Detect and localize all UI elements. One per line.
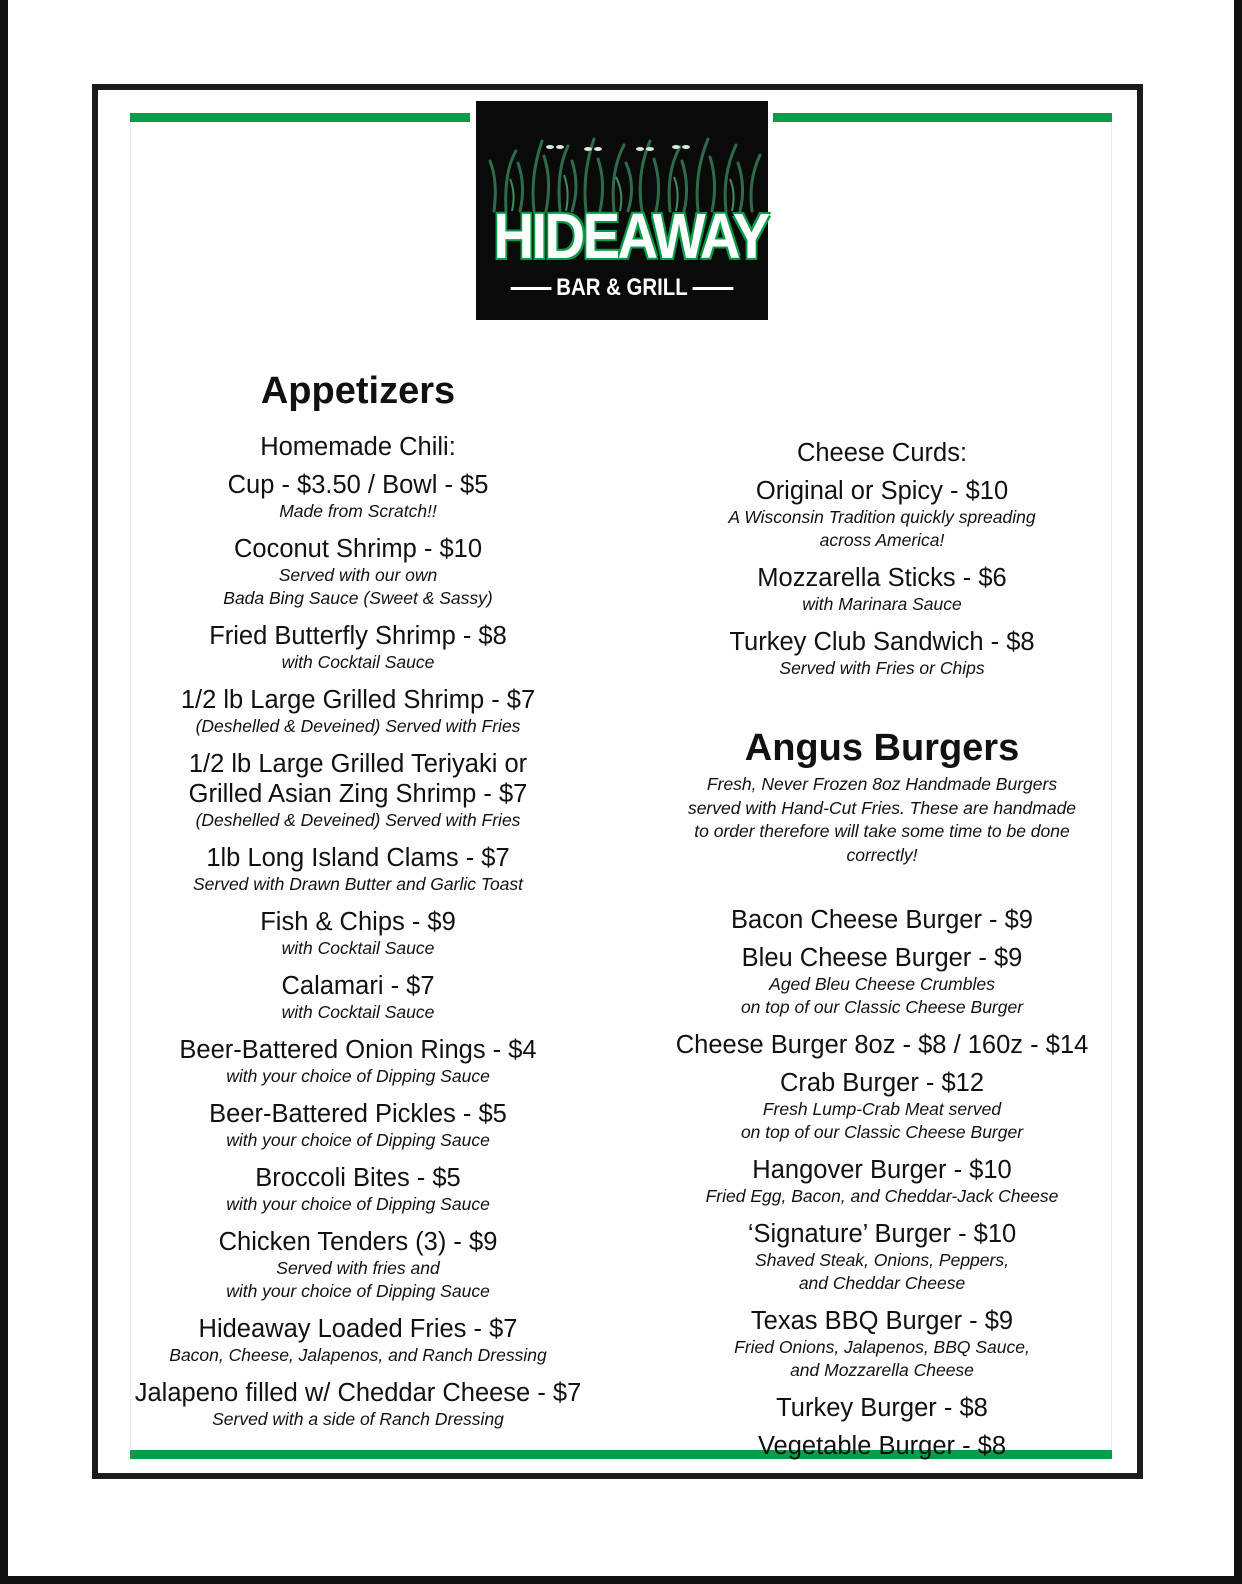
menu-item-name: Beer-Battered Pickles - $5 [209, 1100, 507, 1128]
menu-item [120, 685, 596, 738]
menu-item-name: Calamari - $7 [281, 972, 435, 1000]
appetizers-heading: Appetizers [260, 370, 456, 412]
menu-item-description: A Wisconsin Tradition quickly spreading across America! [728, 507, 1036, 550]
appetizers-column [120, 368, 596, 1442]
menu-item-name: 1/2 lb Large Grilled Teriyaki or Grilled Asian Zing Shrimp - $7 [188, 750, 528, 808]
menu-item [640, 1306, 1124, 1382]
menu-item [640, 1431, 1124, 1461]
menu-item [640, 627, 1124, 680]
menu-item-name: Turkey Club Sandwich - $8 [729, 628, 1035, 656]
menu-item [120, 1378, 596, 1431]
menu-item [640, 1393, 1124, 1423]
right-column [640, 438, 1124, 1469]
menu-item-name: Coconut Shrimp - $10 [233, 535, 483, 563]
burgers-heading: Angus Burgers [744, 727, 1020, 769]
menu-item-description: Fresh Lump-Crab Meat served on top of our Classic Cheese Burger [740, 1099, 1024, 1142]
menu-item-name: Homemade Chili: [260, 433, 456, 461]
menu-item-description: Served with Fries or Chips [779, 658, 985, 678]
menu-item [120, 1314, 596, 1367]
appetizers-list [120, 432, 596, 1431]
menu-item-name: Original or Spicy - $10 [755, 477, 1009, 505]
menu-item-name: Chicken Tenders (3) - $9 [218, 1228, 498, 1256]
menu-item [640, 1030, 1124, 1060]
menu-item-name: Jalapeno filled w/ Cheddar Cheese - $7 [134, 1379, 582, 1407]
hideaway-logo [476, 101, 768, 320]
menu-item-name: Fried Butterfly Shrimp - $8 [209, 622, 507, 650]
top-green-bar-left [130, 113, 470, 122]
menu-item-description: Served with fries and with your choice of Dipping Sauce [226, 1258, 490, 1301]
menu-item [120, 971, 596, 1024]
menu-item-name: Hangover Burger - $10 [752, 1156, 1012, 1184]
menu-item-description: Bacon, Cheese, Jalapenos, and Ranch Dressing [169, 1345, 547, 1365]
menu-item-name: ‘Signature’ Burger - $10 [747, 1220, 1017, 1248]
menu-item [120, 621, 596, 674]
menu-item [120, 1035, 596, 1088]
page-edge-right [1234, 0, 1242, 1584]
burgers-list [640, 905, 1124, 1461]
menu-item [120, 470, 596, 523]
top-green-bar-right [773, 113, 1112, 122]
menu-item-name: Crab Burger - $12 [779, 1069, 985, 1097]
menu-item-name: Texas BBQ Burger - $9 [750, 1307, 1014, 1335]
menu-item-name: Mozzarella Sticks - $6 [757, 564, 1007, 592]
menu-item [640, 1219, 1124, 1295]
menu-item-name: Fish & Chips - $9 [260, 908, 456, 936]
menu-item [640, 905, 1124, 935]
menu-item-name: Cheese Burger 8oz - $8 / 160z - $14 [675, 1031, 1089, 1059]
menu-item-name: Cup - $3.50 / Bowl - $5 [227, 471, 489, 499]
menu-item [120, 1099, 596, 1152]
menu-item [120, 534, 596, 610]
menu-item-description: with your choice of Dipping Sauce [226, 1130, 490, 1150]
appetizers-list-continued [640, 438, 1124, 680]
menu-item-description: Made from Scratch!! [279, 501, 437, 521]
menu-item-name: Bleu Cheese Burger - $9 [741, 944, 1023, 972]
menu-item-description: with your choice of Dipping Sauce [226, 1066, 490, 1086]
menu-item-name: 1/2 lb Large Grilled Shrimp - $7 [180, 686, 536, 714]
menu-item-description: with Cocktail Sauce [281, 652, 435, 672]
burgers-intro: Fresh, Never Frozen 8oz Handmade Burgers served with Hand-Cut Fries. These are handmade to order therefore will take some time to be done correctly! [687, 774, 1077, 865]
menu-item-name: Vegetable Burger - $8 [757, 1432, 1007, 1460]
menu-item-description: with Marinara Sauce [802, 594, 962, 614]
menu-item [640, 476, 1124, 552]
menu-item [120, 749, 596, 832]
menu-item [640, 1068, 1124, 1144]
menu-item-name: Hideaway Loaded Fries - $7 [198, 1315, 518, 1343]
menu-item [120, 907, 596, 960]
menu-item-description: (Deshelled & Deveined) Served with Fries [195, 716, 521, 736]
menu-item [640, 438, 1124, 468]
menu-item-description: (Deshelled & Deveined) Served with Fries [195, 810, 521, 830]
menu-item-description: Aged Bleu Cheese Crumbles on top of our Classic Cheese Burger [740, 974, 1024, 1017]
menu-item-description: Fried Egg, Bacon, and Cheddar-Jack Cheese [705, 1186, 1059, 1206]
menu-item-name: Beer-Battered Onion Rings - $4 [179, 1036, 537, 1064]
menu-item-description: Served with a side of Ranch Dressing [212, 1409, 504, 1429]
logo-title: HIDEAWAY [493, 200, 768, 272]
menu-item [120, 1227, 596, 1303]
menu-item-name: Broccoli Bites - $5 [255, 1164, 461, 1192]
menu-item-name: Cheese Curds: [796, 439, 968, 467]
menu-item-description: Shaved Steak, Onions, Peppers, and Cheddar Cheese [755, 1250, 1009, 1293]
menu-item-name: Bacon Cheese Burger - $9 [731, 906, 1033, 934]
menu-item-description: with Cocktail Sauce [281, 1002, 435, 1022]
menu-item-description: with Cocktail Sauce [281, 938, 435, 958]
menu-item [120, 1163, 596, 1216]
menu-item-description: with your choice of Dipping Sauce [226, 1194, 490, 1214]
menu-item-description: Served with Drawn Butter and Garlic Toast [192, 874, 524, 894]
menu-item-name: Turkey Burger - $8 [776, 1394, 988, 1422]
page-edge-left [0, 0, 8, 1584]
menu-item [640, 563, 1124, 616]
menu-item-description: Served with our own Bada Bing Sauce (Sweet & Sassy) [223, 565, 493, 608]
page-edge-bottom [0, 1576, 1242, 1584]
menu-item [120, 432, 596, 462]
menu-item-name: 1lb Long Island Clams - $7 [206, 844, 510, 872]
menu-item [640, 1155, 1124, 1208]
menu-item [640, 943, 1124, 1019]
menu-item-description: Fried Onions, Jalapenos, BBQ Sauce, and Mozzarella Cheese [734, 1337, 1030, 1380]
menu-item [120, 843, 596, 896]
logo-subtitle: BAR & GRILL [498, 273, 746, 303]
